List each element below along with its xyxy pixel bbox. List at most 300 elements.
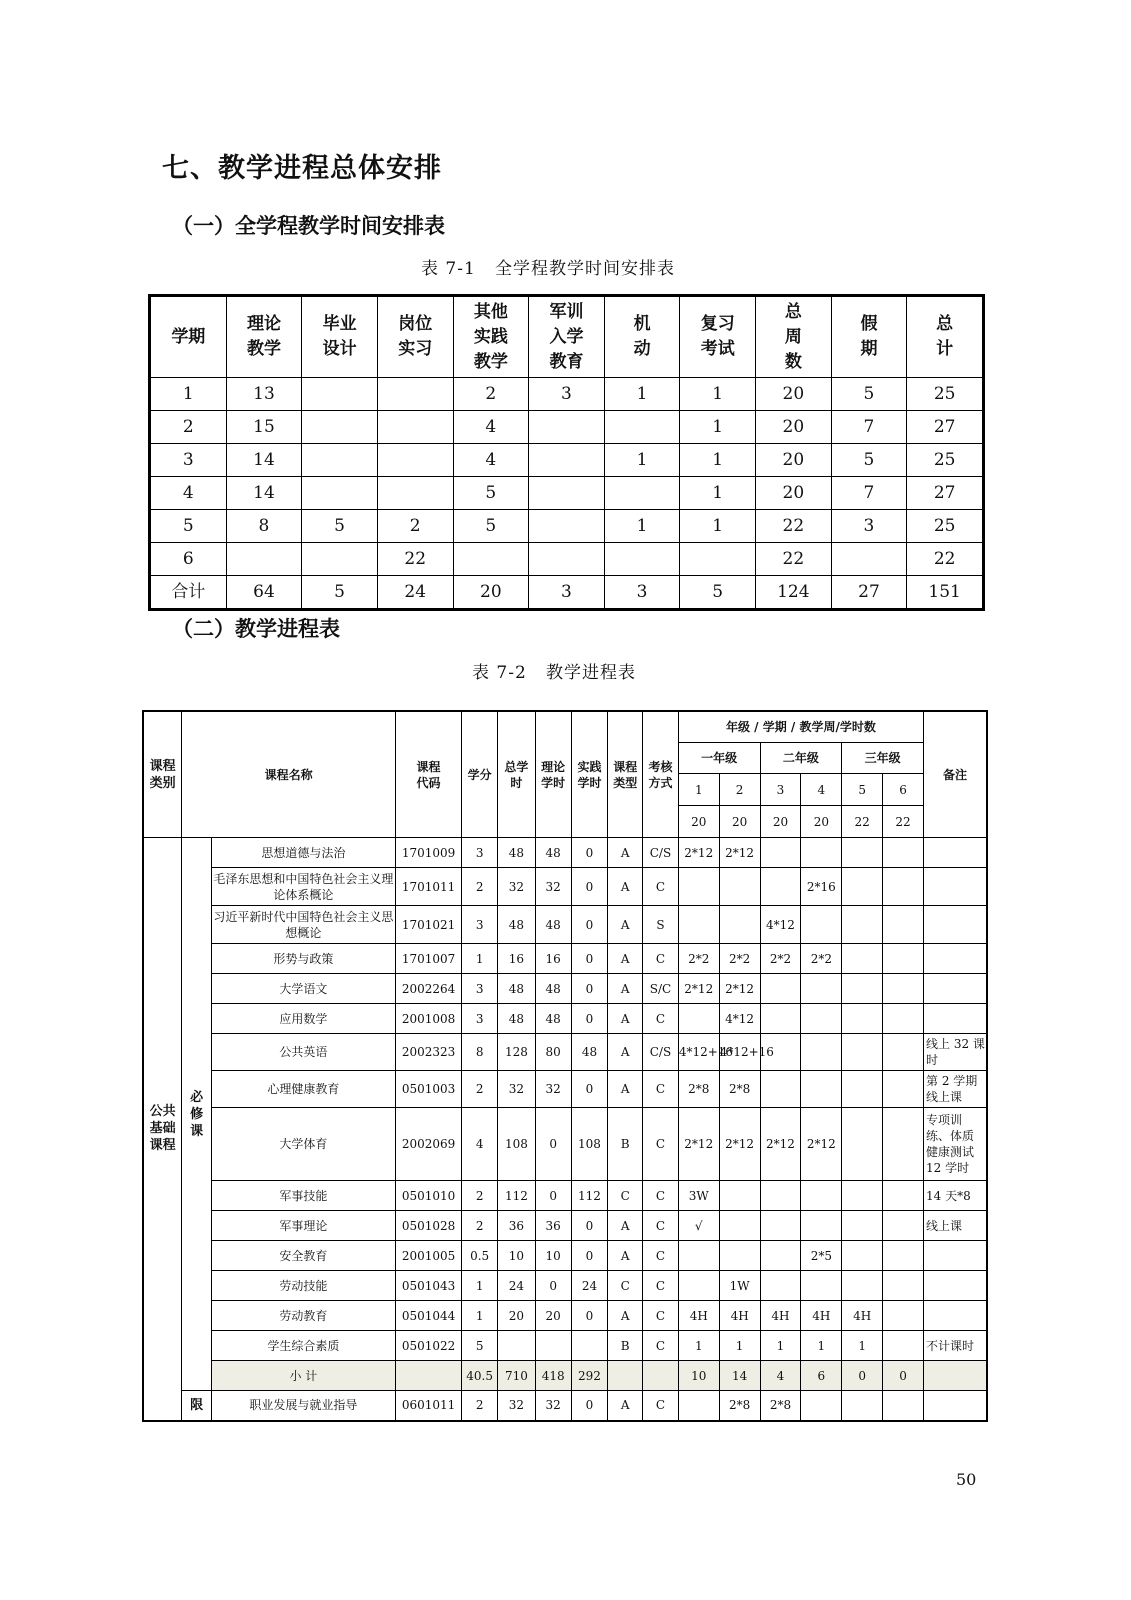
subtotal-row (143, 1361, 987, 1391)
semester-hours (883, 1211, 924, 1241)
semester-hours (801, 906, 842, 944)
course-exam-method: C (643, 1391, 679, 1421)
table-cell: 14 (226, 444, 302, 477)
course-credit: 3 (462, 974, 498, 1004)
table-7-2-caption: 表 7-2 教学进程表 (472, 663, 636, 683)
course-practice-hours: 112 (571, 1181, 608, 1211)
table-row (143, 1181, 987, 1211)
course-total-hours: 32 (498, 1391, 536, 1421)
course-practice-hours: 0 (571, 868, 608, 906)
semester-hours (883, 944, 924, 974)
semester-hours: 1 (678, 1331, 719, 1361)
course-type: C (608, 1271, 643, 1301)
table-cell: 1 (680, 444, 756, 477)
course-remark: 专项训练、体质健康测试 12 学时 (924, 1108, 987, 1181)
semester-hours (842, 1071, 883, 1108)
course-theory-hours: 48 (535, 974, 571, 1004)
subtotal-semester: 6 (801, 1361, 842, 1391)
course-remark: 线上 32 课时 (924, 1034, 987, 1071)
course-name: 应用数学 (211, 1004, 395, 1034)
semester-hours: 4H (801, 1301, 842, 1331)
course-practice-hours: 0 (571, 906, 608, 944)
course-total-hours: 24 (498, 1271, 536, 1301)
course-code: 0501010 (395, 1181, 461, 1211)
semester-hours (801, 1004, 842, 1034)
table-row (143, 1301, 987, 1331)
header-teaching-weeks: 22 (883, 806, 924, 838)
table-cell: 20 (453, 576, 529, 610)
course-practice-hours: 24 (571, 1271, 608, 1301)
semester-hours (883, 1034, 924, 1071)
header-teaching-weeks: 20 (760, 806, 801, 838)
table-cell (604, 477, 680, 510)
course-theory-hours: 80 (535, 1034, 571, 1071)
course-credit: 5 (462, 1331, 498, 1361)
semester-hours: 2*2 (719, 944, 760, 974)
table-row (143, 1331, 987, 1361)
semester-hours (801, 838, 842, 868)
table-cell (302, 378, 378, 411)
header-exam-method: 考核方式 (643, 711, 679, 838)
table-cell: 4 (150, 477, 227, 510)
semester-hours (719, 868, 760, 906)
course-code: 2001005 (395, 1241, 461, 1271)
table-row (143, 1241, 987, 1271)
course-type: A (608, 838, 643, 868)
header-semester: 3 (760, 774, 801, 806)
header-grade-group: 年级 / 学期 / 教学周/学时数 (678, 711, 923, 743)
table-row (143, 1391, 987, 1421)
semester-hours (883, 1071, 924, 1108)
table-cell (226, 543, 302, 576)
table-cell: 3 (831, 510, 907, 543)
table-cell: 2 (150, 411, 227, 444)
table-cell (377, 444, 453, 477)
course-theory-hours: 0 (535, 1108, 571, 1181)
course-total-hours: 128 (498, 1034, 536, 1071)
table-cell: 8 (226, 510, 302, 543)
table-cell: 3 (529, 378, 605, 411)
subtotal-exam (643, 1361, 679, 1391)
subtotal-semester: 0 (883, 1361, 924, 1391)
table-cell: 22 (756, 543, 832, 576)
table-cell: 24 (377, 576, 453, 610)
table-cell: 6 (150, 543, 227, 576)
semester-hours (842, 1034, 883, 1071)
course-practice-hours: 0 (571, 1071, 608, 1108)
course-name: 心理健康教育 (211, 1071, 395, 1108)
course-type: A (608, 1034, 643, 1071)
course-name: 形势与政策 (211, 944, 395, 974)
header-credit: 学分 (462, 711, 498, 838)
header-semester: 1 (678, 774, 719, 806)
semester-hours: 2*12 (678, 1108, 719, 1181)
semester-hours (760, 1071, 801, 1108)
semester-hours (678, 1241, 719, 1271)
table-cell: 151 (907, 576, 984, 610)
course-credit: 4 (462, 1108, 498, 1181)
course-credit: 2 (462, 868, 498, 906)
table-cell: 27 (907, 411, 984, 444)
table-row (150, 543, 984, 576)
page-number: 50 (956, 1470, 977, 1489)
semester-hours (678, 1004, 719, 1034)
course-credit: 1 (462, 944, 498, 974)
course-total-hours: 36 (498, 1211, 536, 1241)
semester-hours: 2*8 (719, 1071, 760, 1108)
course-remark (924, 838, 987, 868)
course-theory-hours (535, 1331, 571, 1361)
course-theory-hours: 16 (535, 944, 571, 974)
semester-hours (842, 906, 883, 944)
table-cell: 20 (756, 444, 832, 477)
subtotal-semester: 4 (760, 1361, 801, 1391)
header-teaching-weeks: 22 (842, 806, 883, 838)
course-remark (924, 906, 987, 944)
table-cell (377, 477, 453, 510)
course-type: A (608, 868, 643, 906)
table-cell: 合计 (150, 576, 227, 610)
semester-hours (842, 1241, 883, 1271)
table-cell: 4 (453, 411, 529, 444)
course-type: A (608, 974, 643, 1004)
semester-hours: 4H (678, 1301, 719, 1331)
table-cell (302, 477, 378, 510)
semester-hours: 2*8 (760, 1391, 801, 1421)
course-total-hours: 48 (498, 906, 536, 944)
semester-hours (801, 1071, 842, 1108)
table-cell (529, 411, 605, 444)
course-exam-method: S/C (643, 974, 679, 1004)
table-cell: 22 (377, 543, 453, 576)
table-cell: 22 (907, 543, 984, 576)
schedule-time-table (148, 294, 985, 611)
course-theory-hours: 48 (535, 906, 571, 944)
subtotal-type (608, 1361, 643, 1391)
table-cell: 5 (150, 510, 227, 543)
semester-hours (883, 1181, 924, 1211)
course-code: 1701009 (395, 838, 461, 868)
course-remark (924, 1004, 987, 1034)
table-cell: 1 (150, 378, 227, 411)
semester-hours (883, 1301, 924, 1331)
semester-hours (760, 1004, 801, 1034)
semester-hours (883, 838, 924, 868)
course-code: 0501022 (395, 1331, 461, 1361)
table-row (150, 576, 984, 610)
table-cell: 3 (150, 444, 227, 477)
subtotal-total-hours: 710 (498, 1361, 536, 1391)
table-cell: 1 (604, 378, 680, 411)
course-practice-hours: 0 (571, 838, 608, 868)
header-teaching-weeks: 20 (801, 806, 842, 838)
table-7-1-header-cell: 岗位 实习 (377, 296, 453, 378)
table-row (143, 1034, 987, 1071)
semester-hours (883, 1391, 924, 1421)
table-cell (377, 411, 453, 444)
table-row (150, 477, 984, 510)
course-total-hours: 20 (498, 1301, 536, 1331)
table-cell: 1 (604, 510, 680, 543)
table-cell (377, 378, 453, 411)
table-row (143, 838, 987, 868)
subtotal-code (395, 1361, 461, 1391)
course-type: B (608, 1331, 643, 1361)
semester-hours (842, 944, 883, 974)
table-7-1-header-cell: 机 动 (604, 296, 680, 378)
semester-hours: 2*16 (801, 868, 842, 906)
course-exam-method: C (643, 1331, 679, 1361)
semester-hours: 2*5 (801, 1241, 842, 1271)
section-1-title: （一）全学程教学时间安排表 (172, 214, 445, 238)
semester-hours: 2*12 (801, 1108, 842, 1181)
table-7-1-header-cell: 军训 入学 教育 (529, 296, 605, 378)
header-grade-3: 三年级 (842, 743, 924, 774)
subtotal-remark (924, 1361, 987, 1391)
course-exam-method: C (643, 1181, 679, 1211)
section-2-title: （二）教学进程表 (172, 617, 340, 641)
table-cell (680, 543, 756, 576)
course-code: 2002264 (395, 974, 461, 1004)
course-practice-hours: 0 (571, 1301, 608, 1331)
table-7-1-header-cell: 总 周 数 (756, 296, 832, 378)
course-type: A (608, 906, 643, 944)
semester-hours: 1 (801, 1331, 842, 1361)
semester-hours (719, 1211, 760, 1241)
semester-hours (842, 1211, 883, 1241)
semester-hours (842, 1391, 883, 1421)
course-remark (924, 1301, 987, 1331)
course-exam-method: C (643, 1108, 679, 1181)
table-7-1-header-cell: 毕业 设计 (302, 296, 378, 378)
semester-hours (883, 974, 924, 1004)
course-credit: 1 (462, 1271, 498, 1301)
course-credit: 3 (462, 838, 498, 868)
header-practice-hours: 实践学时 (571, 711, 608, 838)
header-semester: 6 (883, 774, 924, 806)
semester-hours (883, 906, 924, 944)
course-name: 思想道德与法治 (211, 838, 395, 868)
semester-hours: 2*8 (719, 1391, 760, 1421)
course-theory-hours: 48 (535, 1004, 571, 1034)
semester-hours (883, 1331, 924, 1361)
table-cell: 15 (226, 411, 302, 444)
course-exam-method: C (643, 1241, 679, 1271)
table-cell: 5 (302, 576, 378, 610)
table-cell: 4 (453, 444, 529, 477)
course-code: 0501043 (395, 1271, 461, 1301)
course-exam-method: C/S (643, 1034, 679, 1071)
course-type: A (608, 944, 643, 974)
table-row (150, 510, 984, 543)
semester-hours (760, 1181, 801, 1211)
header-course-type: 课程类型 (608, 711, 643, 838)
course-credit: 8 (462, 1034, 498, 1071)
semester-hours: 4*12+16 (678, 1034, 719, 1071)
course-exam-method: C (643, 1211, 679, 1241)
subtotal-semester: 0 (842, 1361, 883, 1391)
semester-hours: 2*12 (719, 838, 760, 868)
table-cell: 5 (831, 444, 907, 477)
table-cell: 7 (831, 411, 907, 444)
course-total-hours: 108 (498, 1108, 536, 1181)
table-cell: 27 (831, 576, 907, 610)
table-cell: 5 (453, 477, 529, 510)
course-credit: 2 (462, 1391, 498, 1421)
table-cell (302, 543, 378, 576)
teaching-progress-table (142, 710, 988, 1422)
table-cell: 124 (756, 576, 832, 610)
category-limited: 限 (182, 1391, 212, 1421)
semester-hours: 4*12 (760, 906, 801, 944)
subtotal-label: 小 计 (211, 1361, 395, 1391)
table-7-1-header-cell: 总 计 (907, 296, 984, 378)
table-cell (529, 477, 605, 510)
course-type: A (608, 1391, 643, 1421)
course-name: 学生综合素质 (211, 1331, 395, 1361)
table-cell: 2 (453, 378, 529, 411)
course-name: 安全教育 (211, 1241, 395, 1271)
course-type: C (608, 1181, 643, 1211)
table-cell: 5 (831, 378, 907, 411)
course-theory-hours: 20 (535, 1301, 571, 1331)
course-code: 2002069 (395, 1108, 461, 1181)
course-code: 0501044 (395, 1301, 461, 1331)
semester-hours (842, 1181, 883, 1211)
table-cell (302, 444, 378, 477)
table-cell: 22 (756, 510, 832, 543)
header-course-name: 课程名称 (182, 711, 396, 838)
semester-hours (842, 838, 883, 868)
semester-hours: 3W (678, 1181, 719, 1211)
table-row (143, 1071, 987, 1108)
course-practice-hours: 0 (571, 1391, 608, 1421)
semester-hours (719, 906, 760, 944)
table-cell: 2 (377, 510, 453, 543)
course-exam-method: C/S (643, 838, 679, 868)
table-row (143, 868, 987, 906)
semester-hours (719, 1181, 760, 1211)
course-name: 劳动教育 (211, 1301, 395, 1331)
course-total-hours: 48 (498, 1004, 536, 1034)
subtotal-theory-hours: 418 (535, 1361, 571, 1391)
table-row (143, 1271, 987, 1301)
subtotal-semester: 10 (678, 1361, 719, 1391)
course-exam-method: C (643, 868, 679, 906)
course-name: 大学语文 (211, 974, 395, 1004)
semester-hours (760, 1211, 801, 1241)
course-total-hours: 32 (498, 868, 536, 906)
semester-hours (842, 1108, 883, 1181)
table-row (143, 974, 987, 1004)
table-7-1-header-cell: 理论 教学 (226, 296, 302, 378)
header-grade-2: 二年级 (760, 743, 842, 774)
semester-hours: 2*12 (719, 1108, 760, 1181)
header-remarks: 备注 (924, 711, 987, 838)
table-cell: 1 (680, 378, 756, 411)
table-row (143, 1004, 987, 1034)
course-exam-method: C (643, 944, 679, 974)
course-remark (924, 868, 987, 906)
table-row (143, 1108, 987, 1181)
course-practice-hours (571, 1331, 608, 1361)
table-cell: 13 (226, 378, 302, 411)
table-row (150, 378, 984, 411)
course-credit: 1 (462, 1301, 498, 1331)
table-row (143, 906, 987, 944)
semester-hours: 4H (719, 1301, 760, 1331)
course-theory-hours: 36 (535, 1211, 571, 1241)
semester-hours: 1 (842, 1331, 883, 1361)
semester-hours: 2*12 (678, 838, 719, 868)
course-total-hours: 48 (498, 974, 536, 1004)
semester-hours: 4*12 (719, 1004, 760, 1034)
table-cell (831, 543, 907, 576)
course-exam-method: C (643, 1004, 679, 1034)
course-credit: 3 (462, 906, 498, 944)
semester-hours (678, 906, 719, 944)
course-code: 0501028 (395, 1211, 461, 1241)
table-cell: 25 (907, 378, 984, 411)
course-code: 0601011 (395, 1391, 461, 1421)
course-type: A (608, 1071, 643, 1108)
semester-hours (678, 1271, 719, 1301)
table-7-1-header-cell: 学期 (150, 296, 227, 378)
category-public-basic: 公共基础课程 (143, 838, 182, 1421)
course-code: 1701021 (395, 906, 461, 944)
course-name: 劳动技能 (211, 1271, 395, 1301)
course-remark: 线上课 (924, 1211, 987, 1241)
semester-hours (883, 1271, 924, 1301)
table-cell (529, 543, 605, 576)
semester-hours (842, 974, 883, 1004)
course-theory-hours: 48 (535, 838, 571, 868)
header-semester: 4 (801, 774, 842, 806)
page-heading: 七、教学进程总体安排 (162, 153, 442, 184)
semester-hours: 2*2 (801, 944, 842, 974)
course-type: A (608, 1211, 643, 1241)
course-remark (924, 974, 987, 1004)
semester-hours: 4H (760, 1301, 801, 1331)
course-theory-hours: 10 (535, 1241, 571, 1271)
course-name: 大学体育 (211, 1108, 395, 1181)
table-7-1-header-cell: 复习 考试 (680, 296, 756, 378)
course-practice-hours: 48 (571, 1034, 608, 1071)
table-row (143, 1211, 987, 1241)
semester-hours: √ (678, 1211, 719, 1241)
header-total-hours: 总学时 (498, 711, 536, 838)
table-row (143, 944, 987, 974)
subtotal-semester: 14 (719, 1361, 760, 1391)
table-7-2-header-row (143, 711, 987, 743)
course-remark (924, 944, 987, 974)
course-type: A (608, 1004, 643, 1034)
table-cell: 20 (756, 378, 832, 411)
table-row (150, 444, 984, 477)
table-7-1-header-row (150, 296, 984, 378)
table-cell (604, 411, 680, 444)
course-remark (924, 1391, 987, 1421)
course-theory-hours: 0 (535, 1181, 571, 1211)
semester-hours: 2*12 (760, 1108, 801, 1181)
course-name: 军事技能 (211, 1181, 395, 1211)
course-name: 毛泽东思想和中国特色社会主义理论体系概论 (211, 868, 395, 906)
course-credit: 0.5 (462, 1241, 498, 1271)
semester-hours: 1 (719, 1331, 760, 1361)
header-theory-hours: 理论学时 (535, 711, 571, 838)
course-credit: 2 (462, 1181, 498, 1211)
table-cell: 1 (680, 510, 756, 543)
